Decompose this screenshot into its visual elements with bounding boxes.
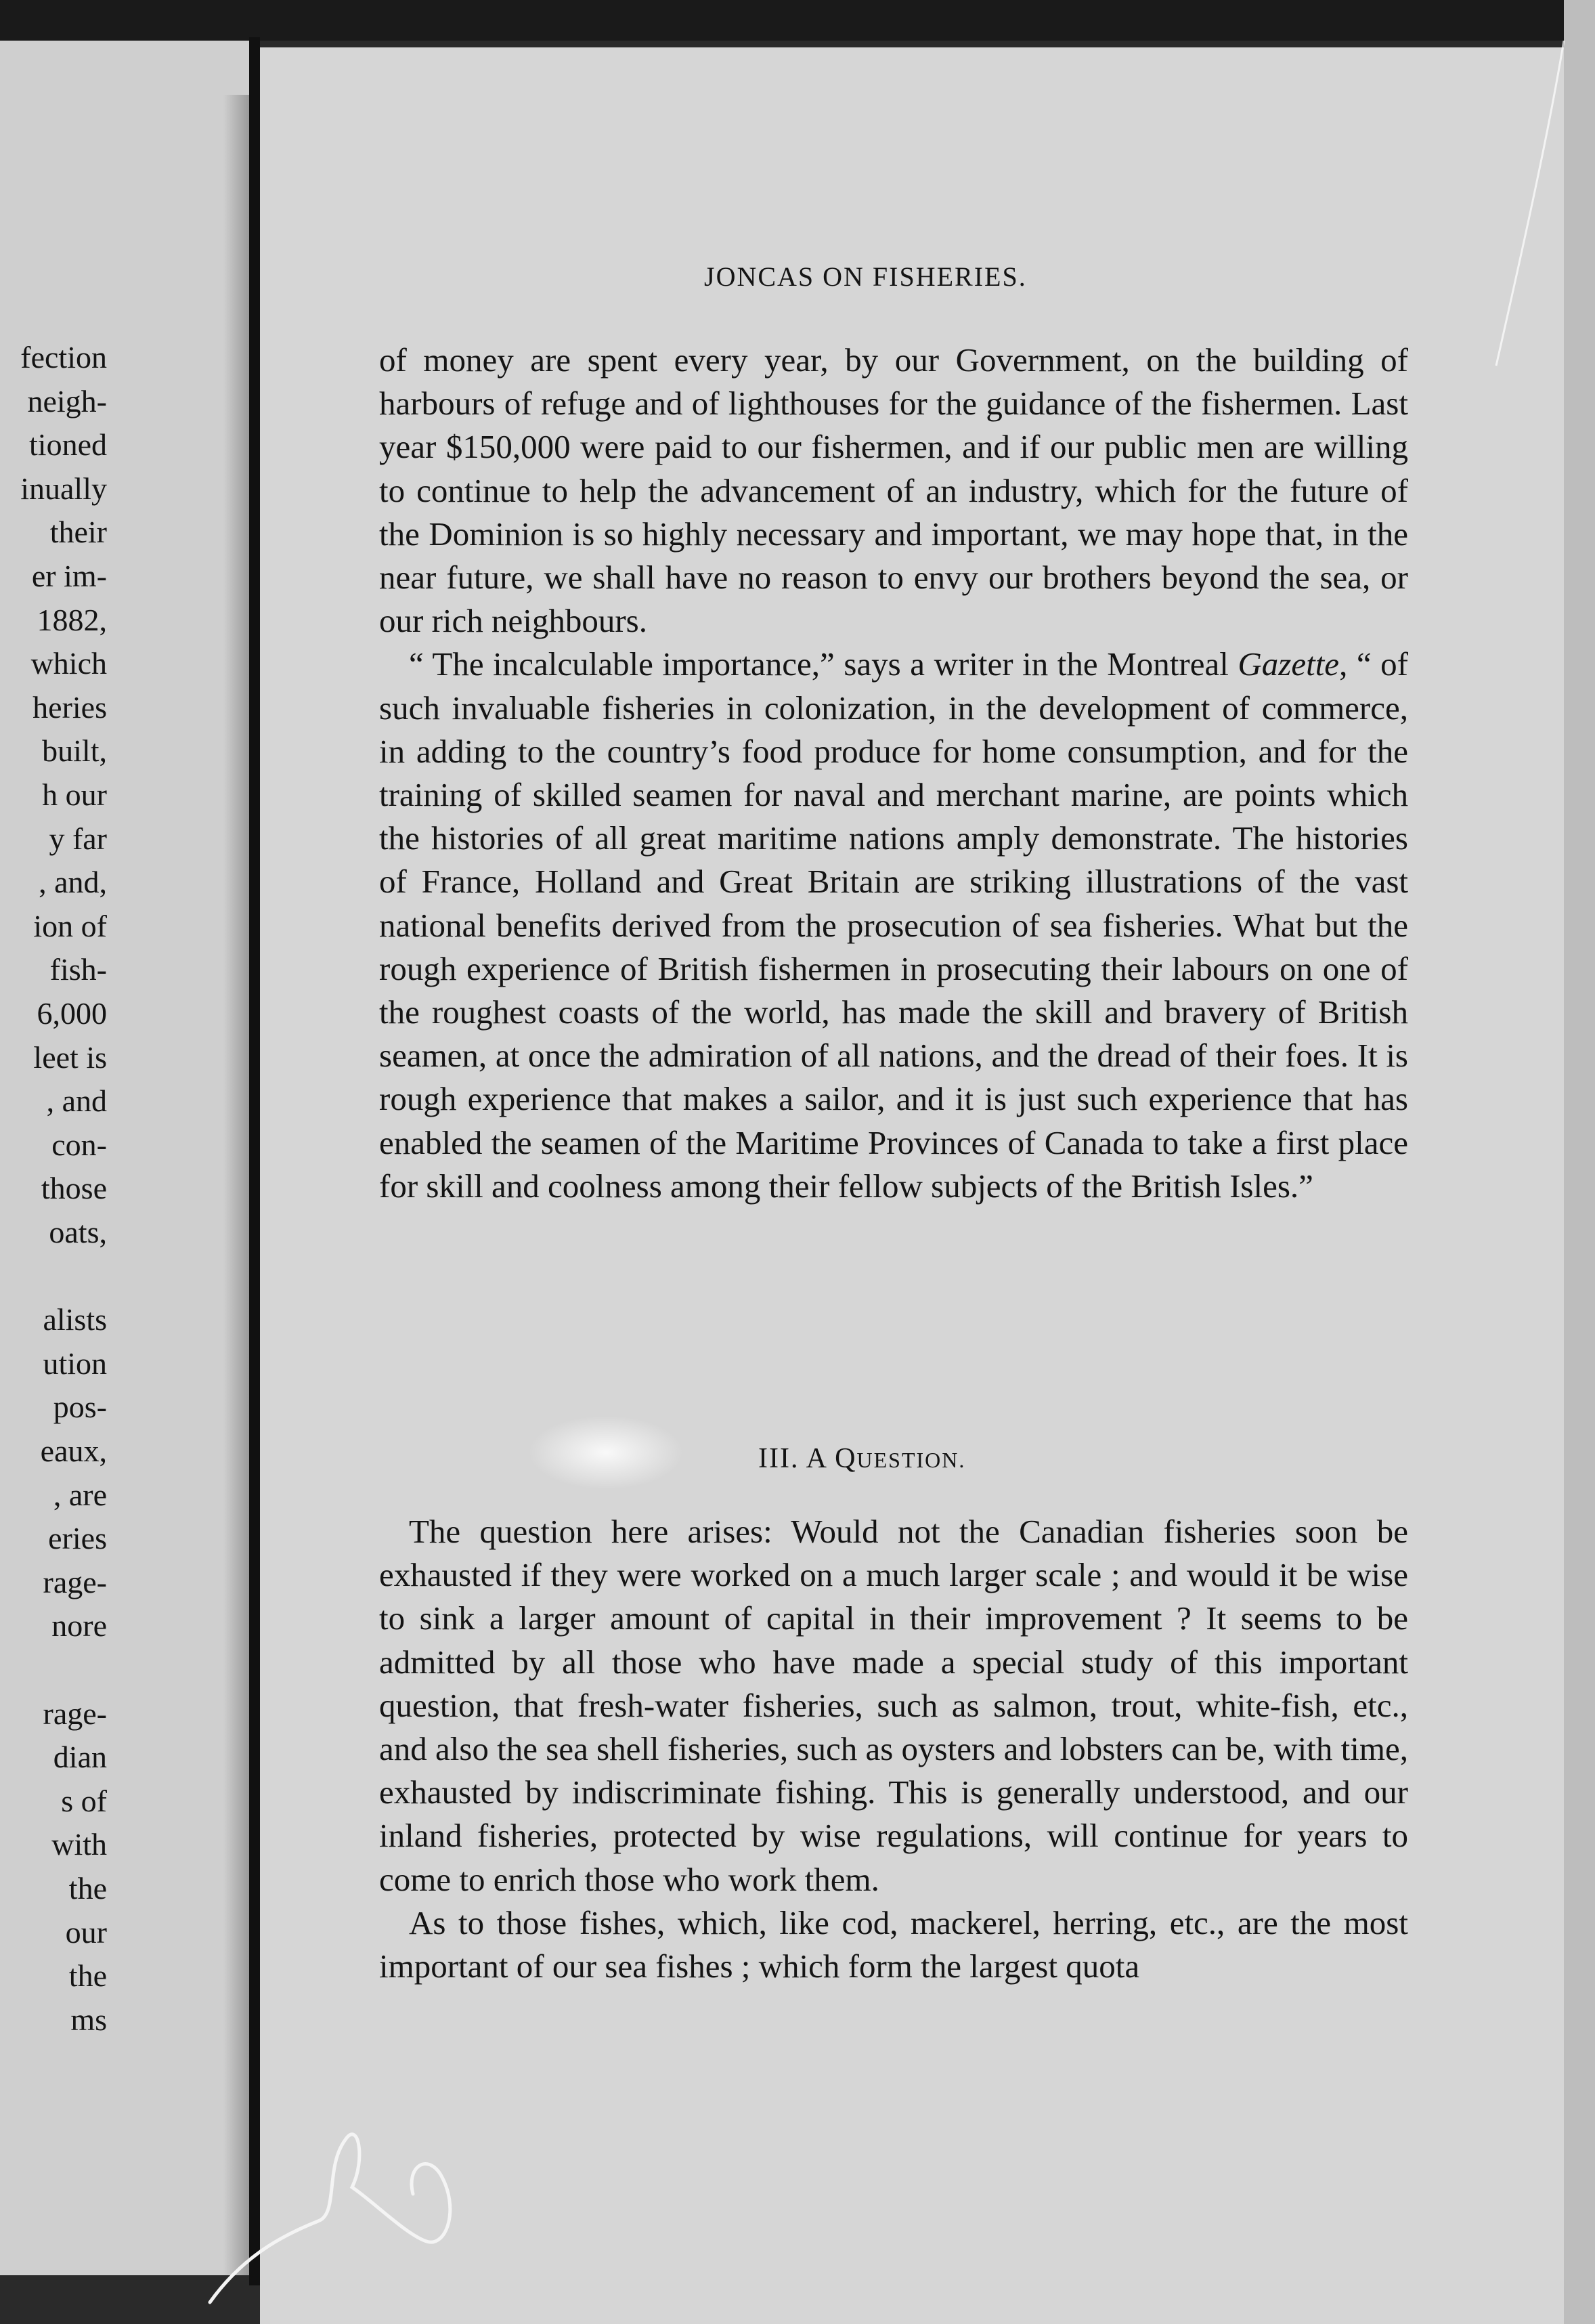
paragraph-question: The question here arises: Would not the Canadian fisheries soon be exhausted if they were worked on a much larger scale ; and would it be wise to sink a larger amount of capital in their improvement ? It seems to be admitted by all those who have made a special study of this important question, that fresh-water fisheries, such as salmon, trout, white-fish, etc., and also the sea shell fisheries, such as oysters and lobsters can be, with time, exhausted by indiscriminate fishing. This is generally understood, and our inland fisheries, protected by wise regulations, will continue for years to come to enrich those who work them. — [379, 1513, 1408, 1898]
left-page-fragment: con- — [51, 1127, 107, 1162]
left-page-fragment: built, — [42, 733, 107, 769]
left-page-fragment: oats, — [49, 1215, 107, 1249]
left-page-fragment: those — [41, 1171, 107, 1206]
paragraph-montreal-gazette-quote — [379, 643, 1408, 1208]
left-page-fragment: the — [68, 1958, 107, 1994]
scan-top-border — [0, 0, 1595, 41]
pen-scribble-mark — [203, 2086, 487, 2309]
gutter-shadow — [223, 95, 249, 2275]
left-page-fragment: leet is — [33, 1039, 107, 1075]
left-page-fragment: ion of — [33, 908, 107, 943]
left-page-fragment: h our — [42, 777, 107, 812]
left-page-fragment: y far — [49, 821, 107, 856]
left-page-fragment: ms — [70, 2002, 107, 2037]
section-title-initial: A Q — [806, 1443, 857, 1474]
newspaper-name: Gazette — [1238, 645, 1340, 683]
left-page-fragment: ution — [43, 1346, 107, 1381]
page-crease-line — [1489, 41, 1571, 379]
left-page-fragment: neigh- — [27, 383, 107, 418]
left-page-fragment: inually — [20, 471, 107, 506]
quote-text-start: “ The incalculable importance,” says a writer in the Montreal — [409, 645, 1238, 683]
left-page-fragment: which — [30, 646, 107, 681]
paragraph-government-spending: of money are spent every year, by our Government, on the building of harbours of refuge and of lighthouses for the guidance of the fishermen. Last year $150,000 were paid to our fishermen, and if our public men are willing to continue to help the advancement of an industry, which for the future of the Dominion is so highly necessary and important, we may hope that, in the near future, we shall have no reason to envy our brothers beyond the sea, or our rich neighbours. — [379, 341, 1408, 640]
left-page-fragment: eries — [48, 1521, 107, 1556]
text-block-bottom — [379, 1510, 1408, 1988]
left-page-fragment: rage- — [43, 1696, 107, 1731]
paragraph-sea-fishes: As to those fishes, which, like cod, mackerel, herring, etc., are the most important of our sea fishes ; which form the largest quota — [379, 1903, 1408, 1985]
left-page-fragment: , and, — [39, 865, 107, 900]
left-page-fragment: fection — [20, 340, 107, 374]
left-page-fragment: our — [65, 1914, 107, 1950]
running-head: JONCAS ON FISHERIES. — [704, 261, 1027, 292]
left-page-fragment: , and — [46, 1083, 107, 1119]
section-title-smallcaps: UESTION. — [856, 1448, 966, 1472]
left-page-fragment: 1882, — [37, 602, 107, 637]
left-page-fragment: dian — [53, 1740, 107, 1775]
left-page-fragment: 6,000 — [37, 996, 107, 1031]
quote-text-rest: , “ of such invaluable fisheries in colonization, in the development of commerce, in adding to the country’s food produce for home consumption, and for the training of skilled seamen for naval and merchant marine, are points which the histories of all great maritime nations amply demonstrate. The histories of France, Holland and Great Britain are striking illustrations of the vast national benefits derived from the prosecution of sea fisheries. What but the rough experience of British fishermen in prosecuting their labours on one of the roughest coasts of the world, has made the skill and bravery of British seamen, at once the admiration of all nations, and the dread of their foes. It is rough experience that makes a sailor, and it is just such experience that has enabled the seamen of the Maritime Provinces of Canada to take a first place for skill and coolness among their fellow subjects of the British Isles.” — [379, 645, 1408, 1205]
left-page-edge — [0, 41, 249, 2275]
left-page-fragment: alists — [43, 1302, 107, 1337]
paper-smudge — [528, 1415, 684, 1490]
left-page-fragment: s of — [61, 1783, 107, 1818]
left-page-fragment: the — [68, 1871, 107, 1906]
left-page-fragment: with — [51, 1827, 107, 1862]
section-number: III. — [758, 1443, 800, 1474]
left-page-fragment: er im- — [31, 559, 107, 593]
book-gutter — [249, 37, 260, 2285]
left-page-fragment: fish- — [49, 952, 107, 987]
left-page-fragment: pos- — [53, 1390, 107, 1425]
left-page-fragment: , are — [53, 1477, 107, 1512]
section-heading — [758, 1442, 965, 1475]
left-page-fragment: heries — [32, 689, 107, 725]
left-page-fragment: rage- — [43, 1564, 107, 1599]
left-page-fragment: eaux, — [40, 1434, 107, 1468]
text-block-top — [379, 339, 1408, 1208]
left-page-fragment: nore — [51, 1608, 107, 1643]
left-page-fragment: tioned — [29, 427, 107, 462]
left-page-fragment: their — [49, 515, 107, 550]
